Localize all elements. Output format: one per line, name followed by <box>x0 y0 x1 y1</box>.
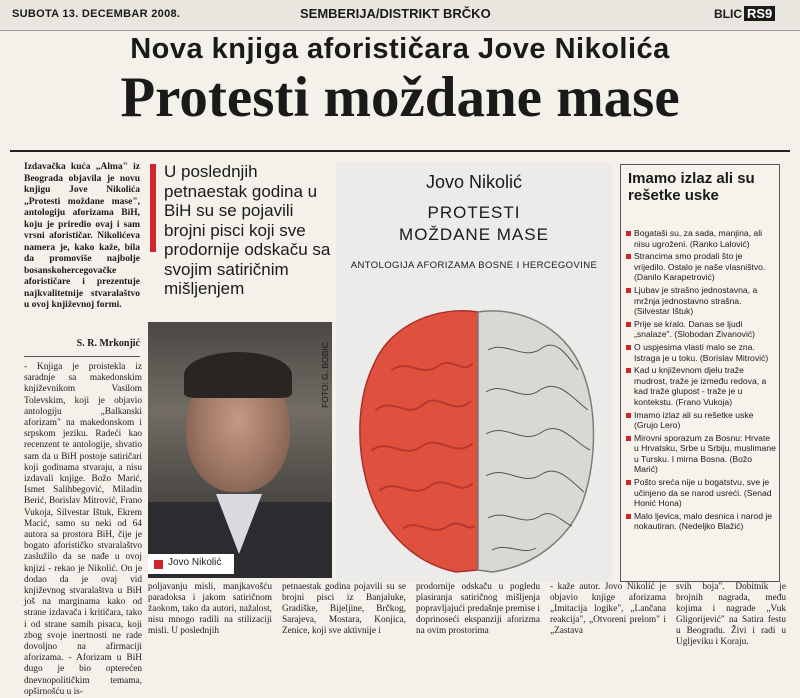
logo-prefix: BLIC <box>714 7 742 21</box>
aphorism-item: Mirovni sporazum za Bosnu: Hrvate u Hrvatsku, Srbe u Srbiju, muslimane u Tursku. I mirna Bosna. (Božo Marić) <box>626 433 776 475</box>
book-title <box>336 202 612 246</box>
body-column-5: - kaže autor. Jovo Nikolić je objavio knjige aforizama „Imitacija logike", „Lančana reakcija", „Otvoreni prelom" i „Zastava <box>550 582 666 636</box>
aphorism-item: Imamo izlaz ali su rešetke uske (Grujo Lero) <box>626 410 776 431</box>
book-subtitle: ANTOLOGIJA AFORIZAMA BOSNE I HERCEGOVINE <box>350 260 598 271</box>
intro-divider <box>24 356 140 357</box>
logo-box: RS9 <box>744 6 775 21</box>
lead-quote: U poslednjih petnaestak godina u BiH su se pojavili brojni pisci koji sve prodornije odskaču sa svojim satiričnim mišljenjem <box>164 162 331 298</box>
photo-caption: Jovo Nikolić <box>168 557 222 568</box>
body-column-2: poljavanju misli, manjkavošću paradoksa i jakom satiričnom žaokom, tako da autori, nažalost, nisu mnogo radili na stilizaciji misli. U poslednjih <box>148 582 272 636</box>
author-photo <box>148 322 332 578</box>
body-column-4: prodornije odskaču u pogledu plasiranja satiričnog mišljenja popravljajući predašnje premise i doprinoseći ekspanziji aforizma na ovim prostorima <box>416 582 540 636</box>
intro-paragraph: Izdavačka kuća „Alma" iz Beograda objavila je novu knjigu Jove Nikolića „Protesti moždane mase", antologiju aforizama BiH, koju je priredio ovaj i sam vrsni aforističar. Nikolićeva namera je, kako kaže, bila da promoviše najbolje bosanskohercegovačke aforističare i prezentuje najkvalitetnije stvaralaštvo u ovoj književnoj formi. <box>24 162 140 310</box>
book-author: Jovo Nikolić <box>425 172 523 192</box>
photo-hair <box>184 352 292 398</box>
header-date: SUBOTA 13. DECEMBAR 2008. <box>12 8 181 20</box>
brain-left-hemisphere <box>360 311 478 572</box>
sidebar-title: Imamo izlaz ali su rešetke uske <box>628 170 755 204</box>
body-column-6: svih boja". Dobitnik je brojnih nagrada, među kojima i nagrade „Vuk Gligorijević" na Satira festu u Beogradu. Živi i radi u Ugljeviku i Koraju. <box>676 582 786 647</box>
aphorism-item: Pošto sreća nije u bogatstvu, sve je učinjeno da se narod usreći. (Senad Honić Hona) <box>626 477 776 509</box>
kicker-headline: Nova knjiga aforističara Jove Nikolića <box>130 33 670 65</box>
aphorism-item: Ljubav je strašno jednostavna, a mržnja jednostavno strašna. (Silvestar Ištuk) <box>626 285 776 317</box>
header-section: SEMBERIJA/DISTRIKT BRČKO <box>300 6 491 21</box>
newspaper-logo <box>714 6 775 21</box>
brain-illustration <box>352 300 602 580</box>
aphorism-item: Kad u književnom djelu traže mudrost, traže je između redova, a kad traže glupost - traže je u kontekstu. (Frano Vukoja) <box>626 365 776 407</box>
headline-rule <box>10 150 790 152</box>
aphorism-item: O uspjesima vlasti malo se zna. Istraga je u toku. (Borislav Mitrović) <box>626 342 776 363</box>
photo-credit: FOTO: G. BOBIC <box>320 342 330 408</box>
aphorism-item: Malo ljevica, malo desnica i narod je nokautiran. (Nedeljko Blažić) <box>626 511 776 532</box>
book-title-line-2: MOŽDANE MASE <box>399 225 549 244</box>
article-author: S. R. Mrkonjić <box>76 338 140 349</box>
body-column-3: petnaestak godina pojavili su se brojni pisci iz Banjaluke, Gradiške, Bijeljine, Brčkog, Sarajeva, Mostara, Konjica, Zenice, koji sve aktivnije i <box>282 582 406 636</box>
lead-accent-bar <box>150 164 156 252</box>
book-title-line-1: PROTESTI <box>427 203 521 222</box>
aphorism-item: Prije se kralo. Danas se ljudi „snalaze". (Slobodan Zivanović) <box>626 319 776 340</box>
main-headline: Protesti moždane mase <box>120 66 680 129</box>
brain-right-hemisphere <box>478 311 594 572</box>
caption-marker <box>154 560 163 569</box>
body-column-1: - Knjiga je proistekla iz saradnje sa makedonskim književnikom Vasilom Tolevskim, koji je objavio antologiju „Balkanski aforizam" na makedonskom i srpskom jeziku. Radeći kao recenzent te antologije, shvatio sam da u BiH postoje satiričari koji godinama stvaraju, a nisu izdavali knjige. Božo Marić, Ismet Salihbegović, Miladin Berić, Borislav Mitrović, Frano Vukoja, Silvestar Ištuk, Ekrem Macić, samo su neki od 64 autora sa prostora BiH, čije je bogato aforističko stvaralaštvo zaslužilo da se nađe u ovoj knjizi - rekao je Nikolić. On je dodao da je ovaj vid književnog stvaralaštva u BiH još na marginama kako od strane izdavača i kritičara, tako i od strane samih pisaca, koji zbog svoje inertnosti ne rade dovoljno na afirmaciji aforizama. - Aforizam u BiH dugo je bio opterećen dnevnopolitičkim temama, opširnošću u is- <box>24 362 142 697</box>
aphorism-item: Bogataši su, za sada, manjina, ali nisu ugroženi. (Ranko Lalović) <box>626 228 776 249</box>
aphorism-item: Strancima smo prodali što je vrijedilo. Ostalo je naše vlasništvo. (Danilo Karapetrović) <box>626 251 776 283</box>
aphorism-list <box>626 228 776 534</box>
